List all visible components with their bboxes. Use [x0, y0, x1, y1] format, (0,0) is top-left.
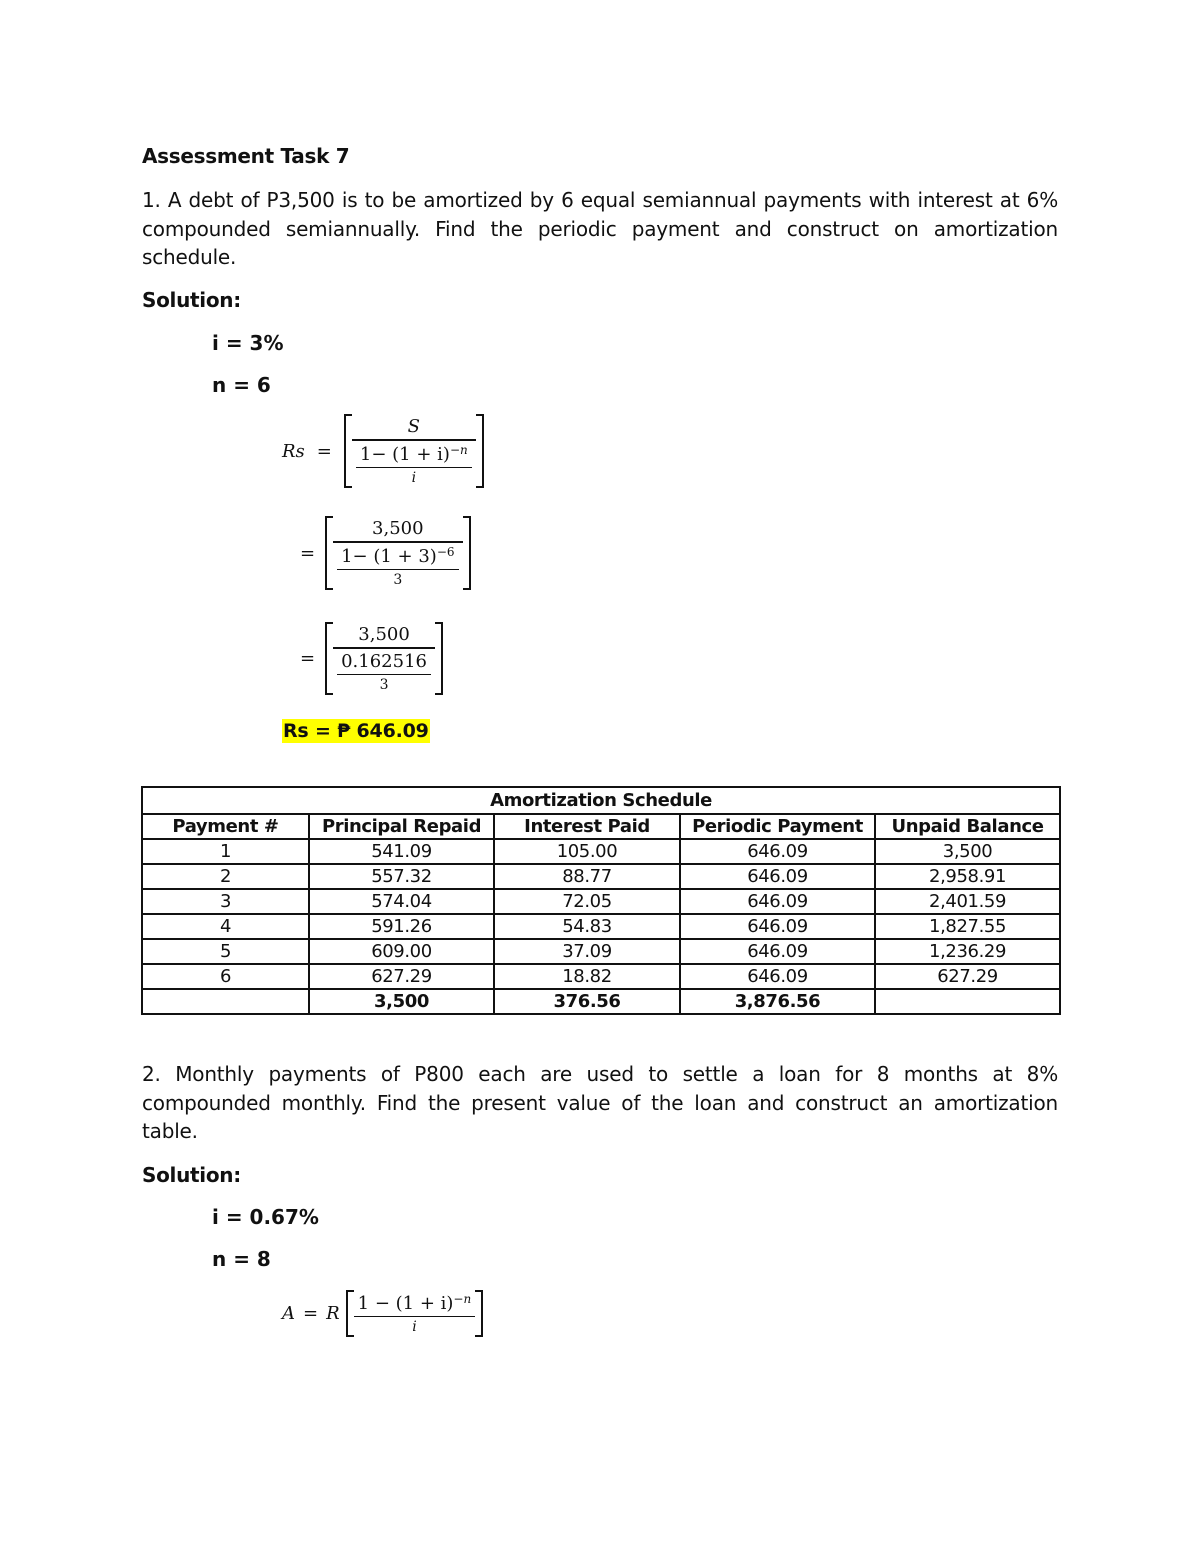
solution-label-2: Solution:: [142, 1163, 241, 1187]
table-cell: 105.00: [494, 839, 680, 864]
total-principal: 3,500: [309, 989, 494, 1014]
table-header-row: [142, 814, 1060, 839]
table-row: [142, 914, 1060, 939]
table-cell: 591.26: [309, 914, 494, 939]
formula-step-2: [300, 622, 443, 695]
step1-equals: =: [300, 542, 316, 564]
step2-numerator: 3,500: [358, 624, 410, 645]
table-cell: 646.09: [680, 889, 875, 914]
interest-rate-2: i = 0.67%: [212, 1205, 319, 1229]
formula-bracket: [344, 414, 484, 488]
table-cell: 646.09: [680, 864, 875, 889]
header-payment: Payment #: [142, 814, 309, 839]
step2-bracket: [325, 622, 443, 695]
pv-denominator: i: [412, 1319, 417, 1335]
formula-step-1: [300, 516, 471, 590]
step1-inner-denominator: 3: [393, 572, 403, 588]
table-cell: 1: [142, 839, 309, 864]
formula-general: [282, 414, 484, 488]
table-cell: 574.04: [309, 889, 494, 914]
formula-inner-denominator: i: [411, 470, 417, 486]
header-interest: Interest Paid: [494, 814, 680, 839]
pv-exponent: −n: [453, 1292, 472, 1306]
table-caption: Amortization Schedule: [142, 787, 1060, 814]
table-cell: 2: [142, 864, 309, 889]
total-cell: [875, 989, 1060, 1014]
table-cell: 6: [142, 964, 309, 989]
total-periodic: 3,876.56: [680, 989, 875, 1014]
interest-rate-1: i = 3%: [212, 331, 284, 355]
table-row: [142, 864, 1060, 889]
step2-inner-numerator: 0.162516: [341, 651, 427, 672]
formula-present-value: [282, 1290, 483, 1337]
table-cell: 609.00: [309, 939, 494, 964]
formula-exponent: −n: [449, 443, 468, 457]
amortization-table: [141, 786, 1061, 1015]
table-row: [142, 889, 1060, 914]
step2-inner-denominator: 3: [379, 677, 389, 693]
pv-lhs: A: [282, 1303, 295, 1324]
table-cell: 3,500: [875, 839, 1060, 864]
table-cell: 2,401.59: [875, 889, 1060, 914]
table-totals-row: [142, 989, 1060, 1014]
header-balance: Unpaid Balance: [875, 814, 1060, 839]
table-cell: 1,236.29: [875, 939, 1060, 964]
table-cell: 627.29: [309, 964, 494, 989]
table-cell: 627.29: [875, 964, 1060, 989]
table-cell: 88.77: [494, 864, 680, 889]
table-row: [142, 839, 1060, 864]
table-cell: 2,958.91: [875, 864, 1060, 889]
table-cell: 18.82: [494, 964, 680, 989]
table-cell: 646.09: [680, 914, 875, 939]
pv-bracket: [346, 1290, 484, 1337]
table-cell: 37.09: [494, 939, 680, 964]
total-cell: [142, 989, 309, 1014]
problem-2-text: 2. Monthly payments of P800 each are used to settle a loan for 8 months at 8% compounded monthly. Find the present value of the loan and construct an amortization table.: [142, 1062, 1058, 1143]
table-cell: 646.09: [680, 964, 875, 989]
table-cell: 646.09: [680, 939, 875, 964]
step1-inner-numerator: 1− (1 + 3): [341, 546, 437, 567]
pv-numerator: 1 − (1 + i): [357, 1293, 454, 1314]
table-cell: 4: [142, 914, 309, 939]
table-cell: 541.09: [309, 839, 494, 864]
assessment-title: Assessment Task 7: [142, 144, 350, 168]
step1-exponent: −6: [436, 545, 455, 559]
table-row: [142, 964, 1060, 989]
table-cell: 557.32: [309, 864, 494, 889]
formula-equals: =: [316, 440, 332, 462]
step2-equals: =: [300, 648, 316, 669]
table-cell: 54.83: [494, 914, 680, 939]
table-cell: 646.09: [680, 839, 875, 864]
table-cell: 3: [142, 889, 309, 914]
formula-lhs: Rs: [282, 440, 305, 462]
periodic-payment-result: Rs = ₱ 646.09: [283, 720, 429, 742]
periods-1: n = 6: [212, 373, 271, 397]
header-periodic: Periodic Payment: [680, 814, 875, 839]
table-cell: 72.05: [494, 889, 680, 914]
problem-1-text: 1. A debt of P3,500 is to be amortized by 6 equal semiannual payments with interest at 6% compounded semiannually. Find the periodic payment and construct on amortization schedule.: [142, 188, 1058, 269]
solution-label-1: Solution:: [142, 288, 241, 312]
table-cell: 5: [142, 939, 309, 964]
periods-2: n = 8: [212, 1247, 271, 1271]
step1-bracket: [325, 516, 470, 590]
formula-numerator: S: [407, 416, 420, 437]
total-interest: 376.56: [494, 989, 680, 1014]
header-principal: Principal Repaid: [309, 814, 494, 839]
pv-equals: =: [303, 1303, 319, 1324]
pv-r: R: [326, 1303, 340, 1324]
formula-inner-numerator: 1− (1 + i): [359, 444, 450, 465]
step1-numerator: 3,500: [372, 518, 424, 539]
table-row: [142, 939, 1060, 964]
table-cell: 1,827.55: [875, 914, 1060, 939]
